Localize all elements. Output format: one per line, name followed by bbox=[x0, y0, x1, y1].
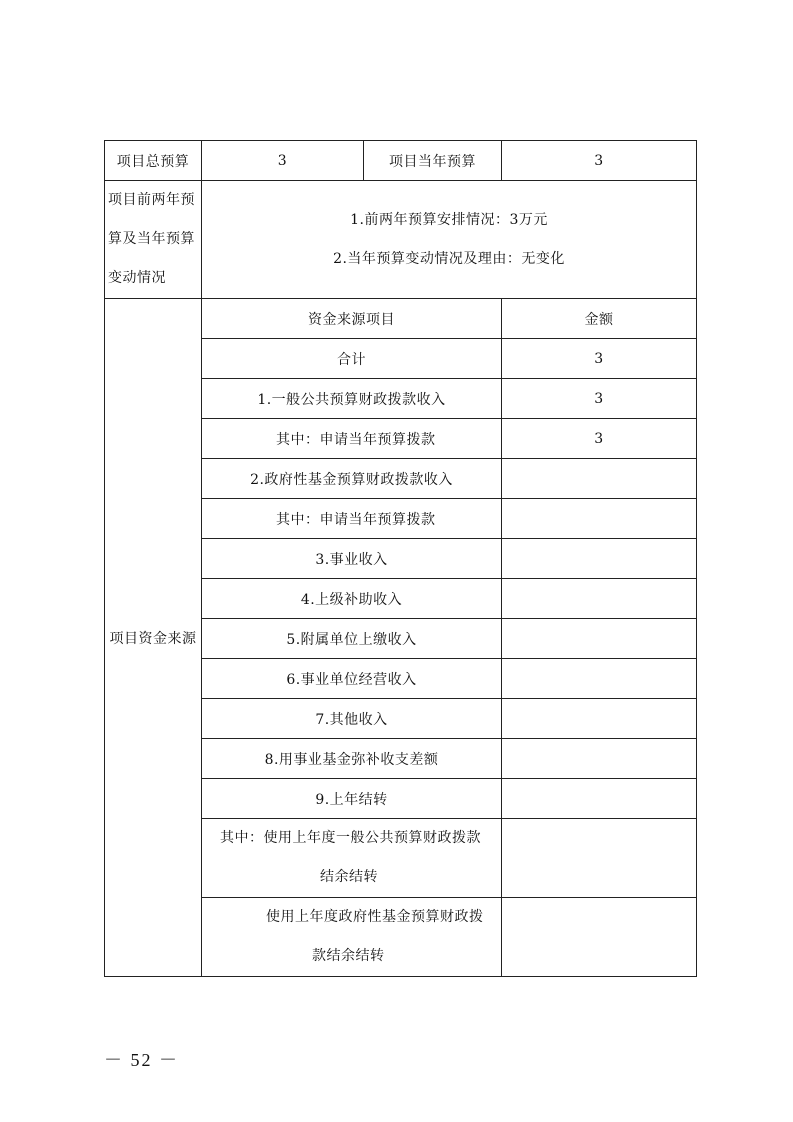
funding-section-label: 项目资金来源 bbox=[105, 299, 202, 977]
funding-amount bbox=[502, 539, 697, 579]
funding-amount bbox=[502, 659, 697, 699]
funding-item: 5.附属单位上缴收入 bbox=[202, 619, 502, 659]
funding-item: 1.一般公共预算财政拨款收入 bbox=[202, 379, 502, 419]
carryover-general-line1: 其中：使用上年度一般公共预算财政拨款 bbox=[220, 830, 481, 846]
funding-item: 8.用事业基金弥补收支差额 bbox=[202, 739, 502, 779]
funding-amount bbox=[502, 459, 697, 499]
funding-item: 3.事业收入 bbox=[202, 539, 502, 579]
budget-table bbox=[104, 140, 697, 977]
funding-item: 合计 bbox=[202, 339, 502, 379]
funding-item: 4.上级补助收入 bbox=[202, 579, 502, 619]
current-budget-label: 项目当年预算 bbox=[364, 141, 502, 181]
funding-item: 9.上年结转 bbox=[202, 779, 502, 819]
funding-amount: 3 bbox=[502, 339, 697, 379]
budget-change-label bbox=[105, 181, 202, 299]
total-budget-label: 项目总预算 bbox=[105, 141, 202, 181]
funding-amount: 3 bbox=[502, 379, 697, 419]
funding-item: 6.事业单位经营收入 bbox=[202, 659, 502, 699]
budget-change-label-line: 算及当年预算 bbox=[108, 231, 195, 247]
budget-change-label-line: 变动情况 bbox=[108, 270, 166, 286]
funding-item: 2.政府性基金预算财政拨款收入 bbox=[202, 459, 502, 499]
table-row bbox=[105, 299, 697, 339]
total-budget-value: 3 bbox=[202, 141, 364, 181]
funding-item: 其中：申请当年预算拨款 bbox=[202, 499, 502, 539]
funding-amount bbox=[502, 619, 697, 659]
funding-amount bbox=[502, 739, 697, 779]
table-row bbox=[105, 141, 697, 181]
current-budget-value: 3 bbox=[502, 141, 697, 181]
funding-amount bbox=[502, 819, 697, 898]
funding-amount bbox=[502, 779, 697, 819]
funding-amount bbox=[502, 699, 697, 739]
carryover-general-item bbox=[202, 819, 502, 898]
funding-amount bbox=[502, 579, 697, 619]
table-row bbox=[105, 181, 697, 299]
carryover-general-line2: 结余结转 bbox=[320, 869, 378, 885]
funding-item: 其中：申请当年预算拨款 bbox=[202, 419, 502, 459]
carryover-fund-item bbox=[202, 898, 502, 977]
funding-amount: 3 bbox=[502, 419, 697, 459]
funding-amount-header: 金额 bbox=[502, 299, 697, 339]
budget-change-description bbox=[202, 181, 697, 299]
carryover-fund-line1: 使用上年度政府性基金预算财政拨 bbox=[266, 909, 484, 925]
funding-item-header: 资金来源项目 bbox=[202, 299, 502, 339]
funding-item: 7.其他收入 bbox=[202, 699, 502, 739]
funding-amount bbox=[502, 499, 697, 539]
budget-change-reason-line: 2.当年预算变动情况及理由：无变化 bbox=[333, 250, 565, 267]
budget-history-line: 1.前两年预算安排情况：3万元 bbox=[350, 211, 548, 228]
page-number: － 52 － bbox=[104, 1050, 179, 1070]
funding-amount bbox=[502, 898, 697, 977]
budget-change-label-line: 项目前两年预 bbox=[108, 192, 195, 208]
carryover-fund-line2: 款结余结转 bbox=[312, 948, 385, 964]
